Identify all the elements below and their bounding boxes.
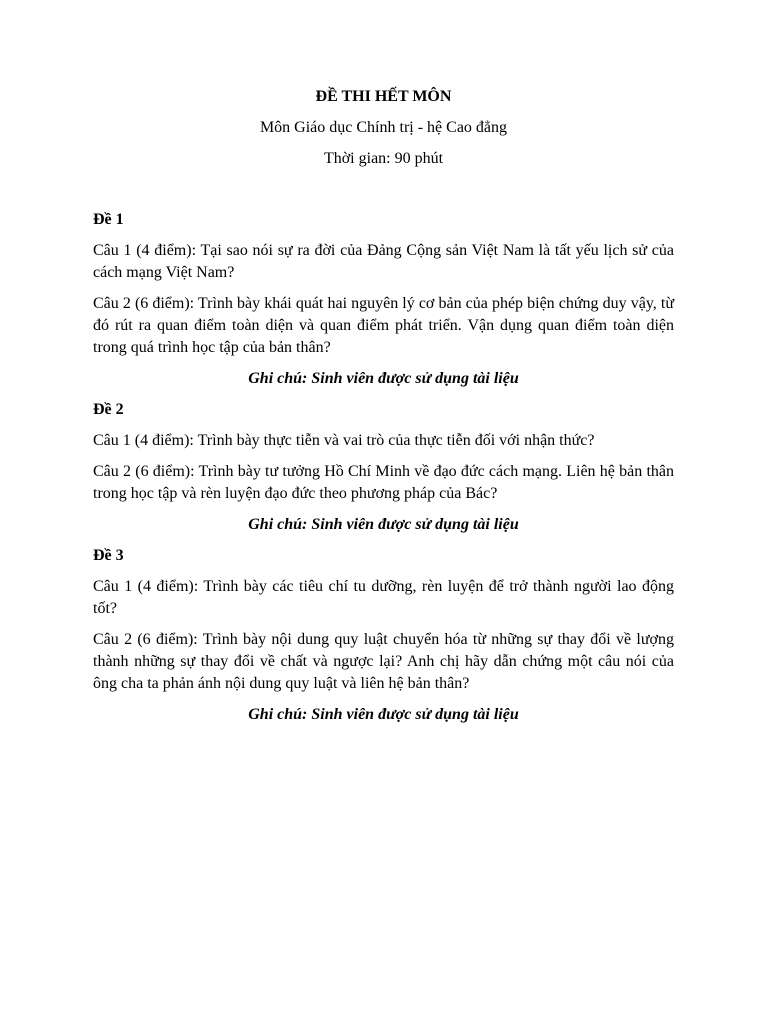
exam-section-3 (93, 545, 674, 726)
question-1: Câu 1 (4 điểm): Trình bày thực tiễn và vai trò của thực tiễn đối với nhận thức? (93, 432, 595, 449)
section-note: Ghi chú: Sinh viên được sử dụng tài liệu (248, 370, 519, 387)
exam-section-2 (93, 399, 674, 536)
document-page (93, 86, 674, 735)
question-2: Câu 2 (6 điểm): Trình bày tư tưởng Hồ Chí Minh về đạo đức cách mạng. Liên hệ bản thân trong học tập và rèn luyện đạo đức theo phương pháp của Bác? (93, 463, 674, 502)
exam-duration: Thời gian: 90 phút (323, 150, 444, 167)
document-header (93, 86, 674, 170)
section-heading: Đề 3 (93, 547, 124, 564)
question-1: Câu 1 (4 điểm): Tại sao nói sự ra đời của Đảng Cộng sản Việt Nam là tất yếu lịch sử của cách mạng Việt Nam? (93, 242, 674, 281)
section-heading: Đề 1 (93, 211, 124, 228)
section-note: Ghi chú: Sinh viên được sử dụng tài liệu (248, 706, 519, 723)
question-2: Câu 2 (6 điểm): Trình bày khái quát hai nguyên lý cơ bản của phép biện chứng duy vậy, từ đó rút ra quan điểm toàn diện và quan điểm phát triển. Vận dụng quan điểm toàn diện trong quá trình học tập của bản thân? (93, 295, 674, 356)
question-1: Câu 1 (4 điểm): Trình bày các tiêu chí tu dưỡng, rèn luyện để trở thành người lao động tốt? (93, 578, 674, 617)
document-subtitle: Môn Giáo dục Chính trị - hệ Cao đẳng (259, 119, 508, 136)
document-title: ĐỀ THI HẾT MÔN (315, 88, 452, 105)
exam-section-1 (93, 209, 674, 390)
question-2: Câu 2 (6 điểm): Trình bày nội dung quy luật chuyển hóa từ những sự thay đổi về lượng thành những sự thay đổi về chất và ngược lại? Anh chị hãy dẫn chứng một câu nói của ông cha ta phản ánh nội dung quy luật và liên hệ bản thân? (93, 631, 674, 692)
section-note: Ghi chú: Sinh viên được sử dụng tài liệu (248, 516, 519, 533)
section-heading: Đề 2 (93, 401, 124, 418)
